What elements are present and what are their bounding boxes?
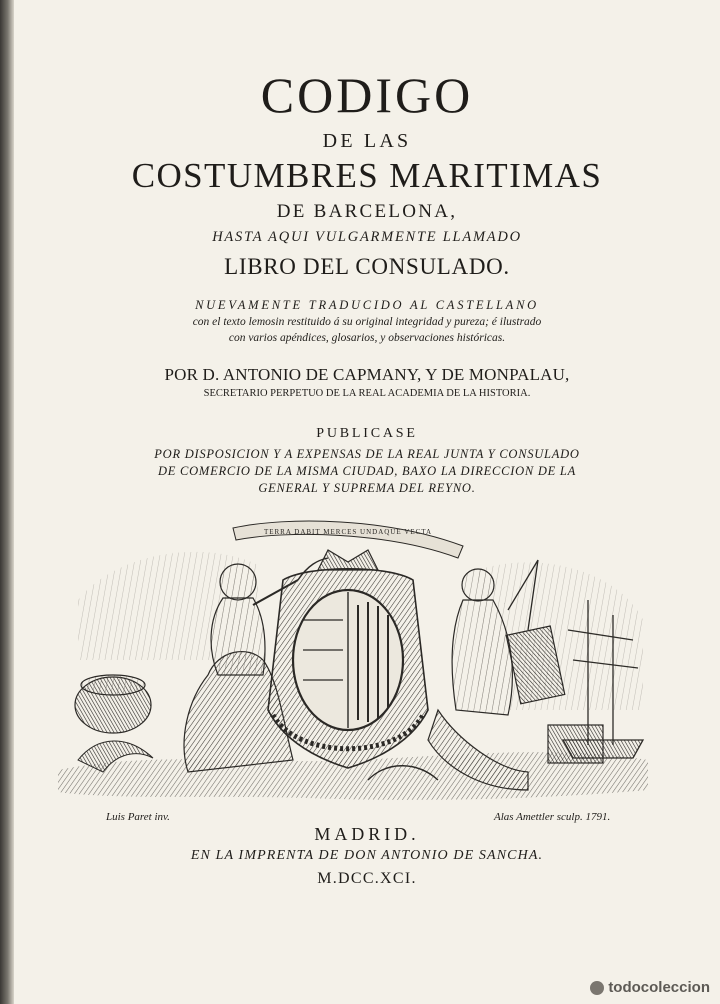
imprint-year: M.DCC.XCI. [317,870,417,887]
watermark-text: todocoleccion [608,979,710,996]
imprint-printer: EN LA IMPRENTA DE DON ANTONIO DE SANCHA. [190,848,544,863]
subtitle-traducido: NUEVAMENTE TRADUCIDO AL CASTELLANO [195,298,539,312]
imprint-city: MADRID. [314,824,420,844]
title-libro-del-consulado: LIBRO DEL CONSULADO. [224,254,510,279]
coat-of-arms-shield [268,550,428,768]
publication-line-1: POR DISPOSICION Y A EXPENSAS DE LA REAL JUNTA Y CONSULADO [154,447,580,461]
author-name: POR D. ANTONIO DE CAPMANY, Y DE MONPALAU, [164,365,570,384]
publication-line-3: GENERAL Y SUPREMA DEL REYNO. [258,481,476,495]
engraving-credit-left: Luis Paret inv. [106,811,170,823]
title-page [14,0,720,1004]
book-gutter-shadow [0,0,14,1004]
publication-line-2: DE COMERCIO DE LA MISMA CIUDAD, BAXO LA DIRECCION DE LA [158,464,576,478]
title-vulgarmente-llamado: HASTA AQUI VULGARMENTE LLAMADO [212,229,522,245]
publication-heading: PUBLICASE [316,426,418,441]
title-de-las: DE LAS [322,130,412,152]
engraving-banner [233,521,463,558]
engraving-vignette [58,510,648,805]
author-role: SECRETARIO PERPETUO DE LA REAL ACADEMIA DE LA HISTORIA. [203,388,531,399]
engraving-credit-right: Alas Amettler sculp. 1791. [494,811,611,823]
title-de-barcelona: DE BARCELONA, [276,201,458,222]
site-watermark [590,979,710,996]
basket [75,675,151,733]
title-costumbres-maritimas: COSTUMBRES MARITIMAS [131,156,603,195]
chest [548,725,603,763]
title-codigo: CODIGO [260,67,474,123]
engraving-banner-motto: TERRA DABIT MERCES UNDAQUE VECTA [263,528,433,536]
subtitle-apendices: con varios apéndices, glosarios, y observaciones históricas. [228,332,506,344]
watermark-logo-icon [590,981,604,995]
subtitle-texto-lemosin: con el texto lemosin restituido á su original integridad y pureza; é ilustrado [192,316,542,328]
